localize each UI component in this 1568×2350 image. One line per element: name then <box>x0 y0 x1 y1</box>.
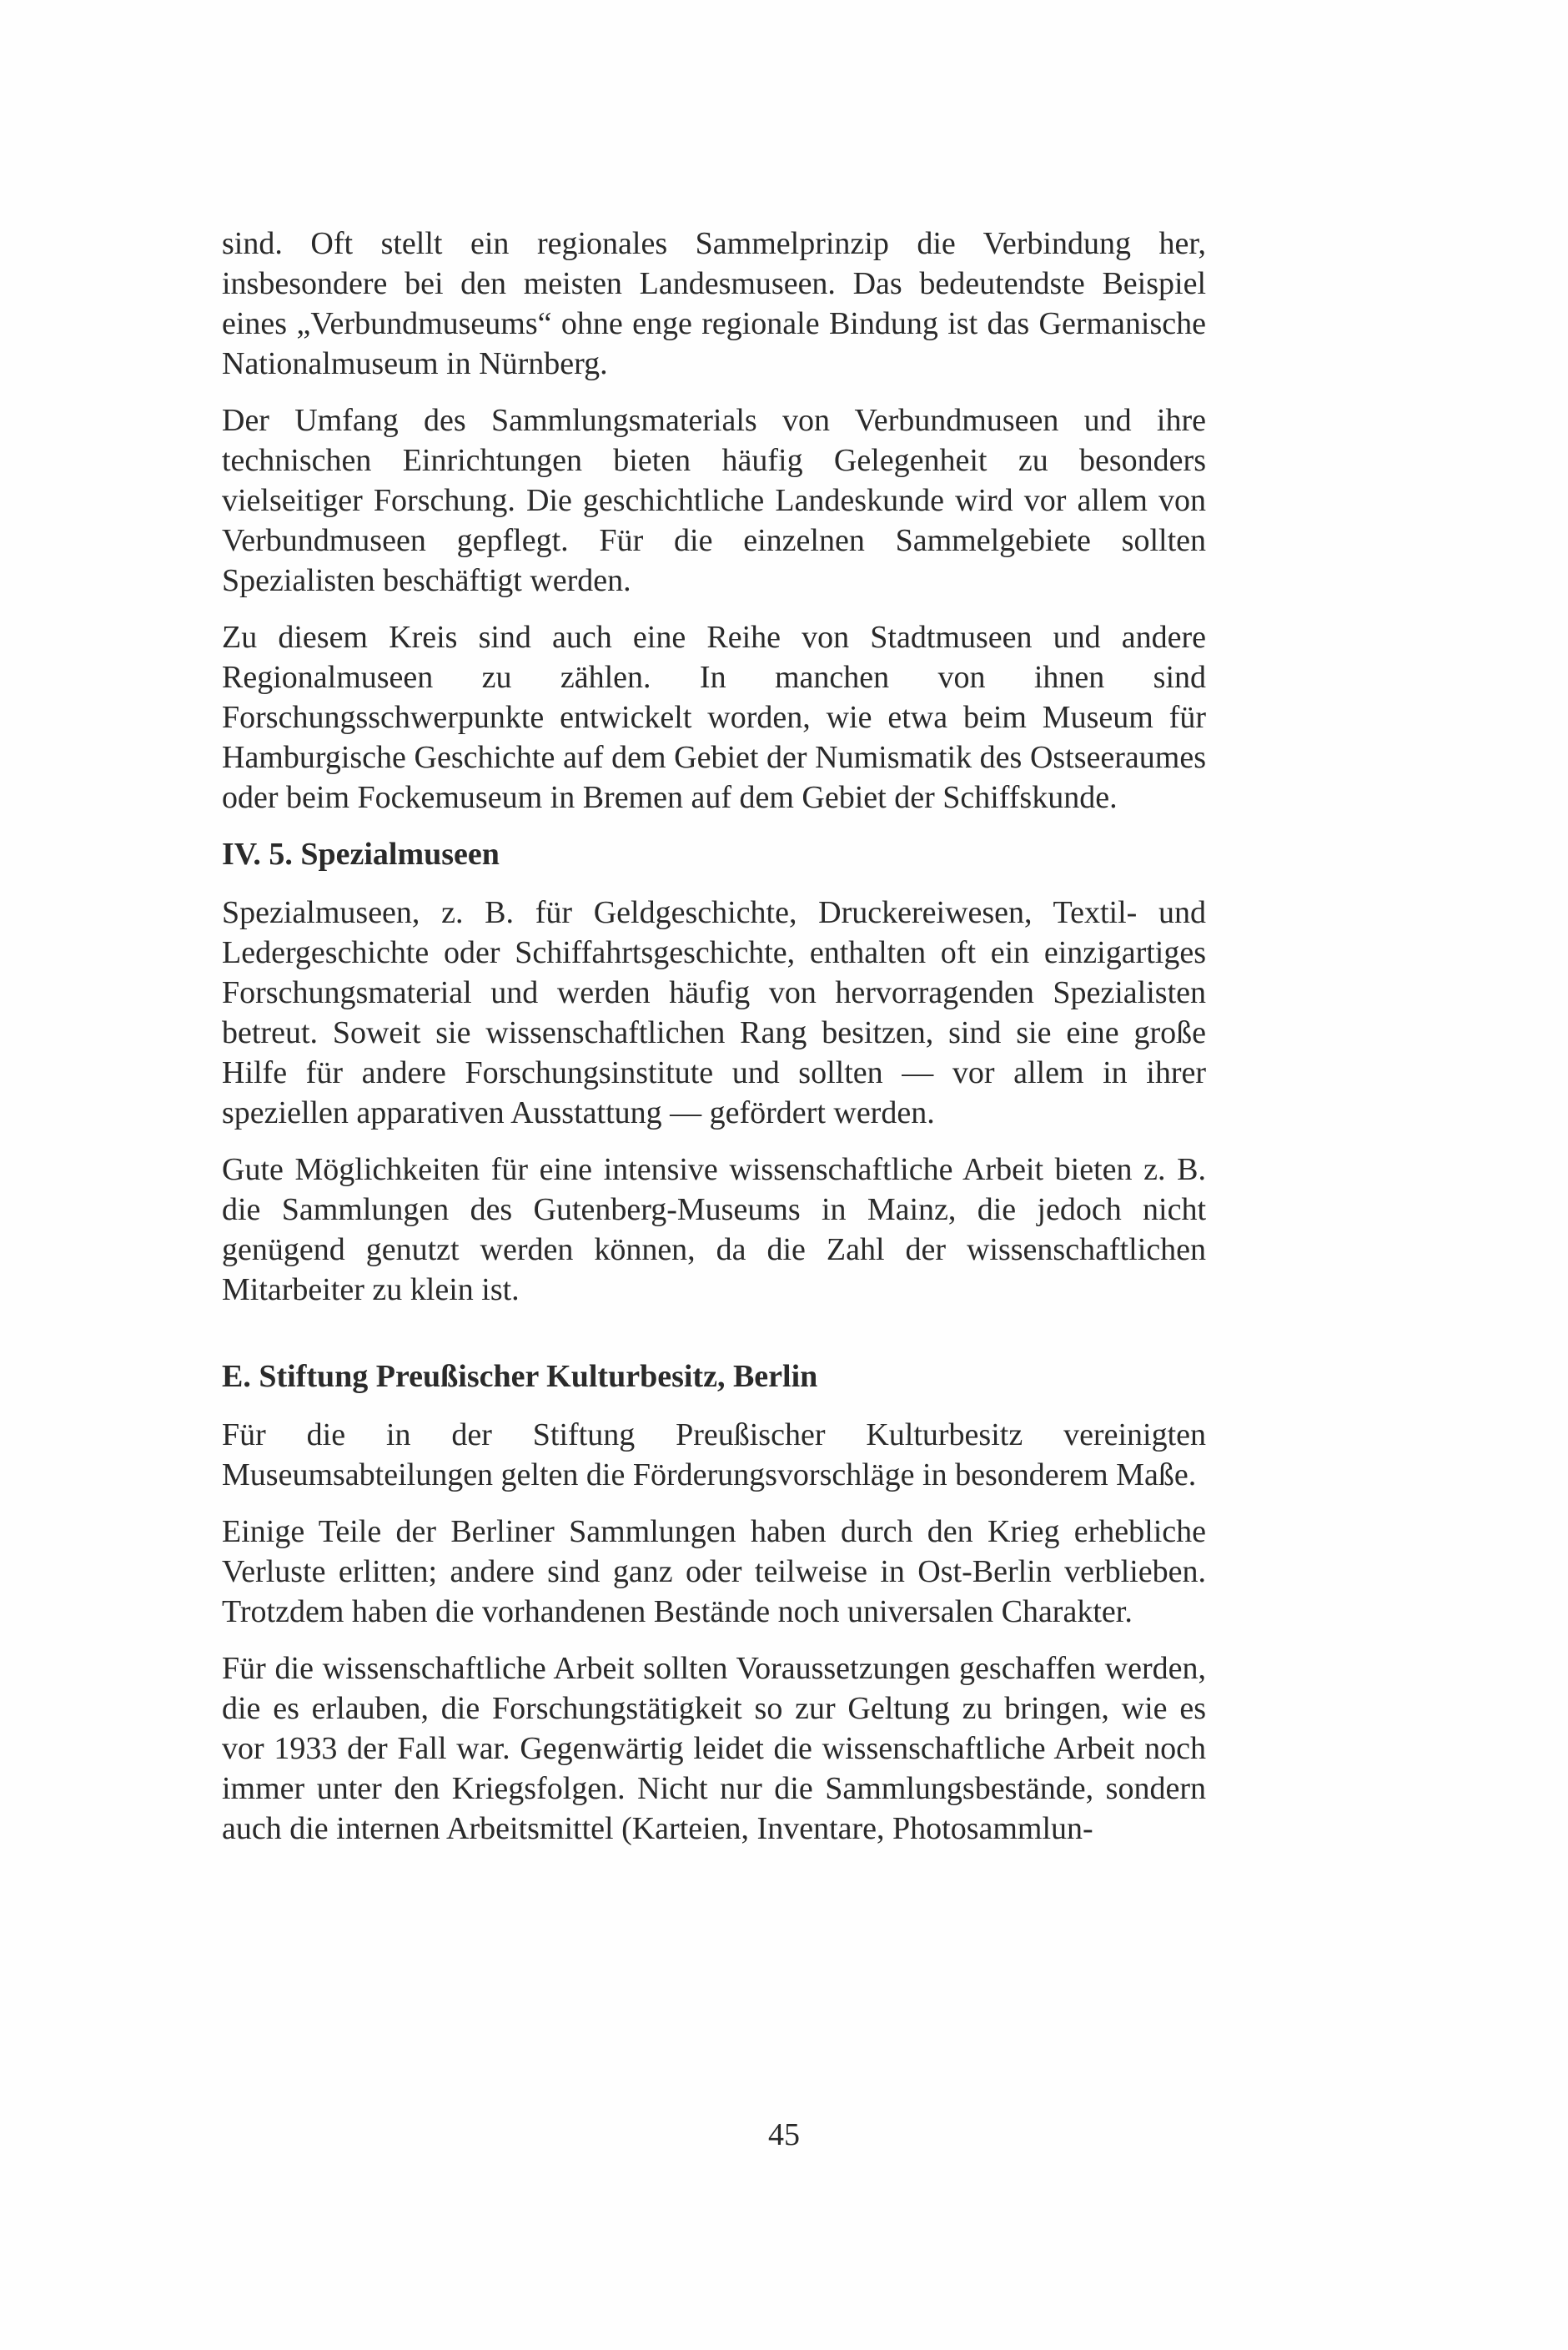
paragraph-gutenberg-museum: Gute Möglichkeiten für eine intensive wissenschaftliche Arbeit bieten z. B. die Sammlungen des Gutenberg-Museums in Mainz, die jedoch nicht genügend genutzt werden können, da die Zahl der wissenschaftlichen Mitarbeiter zu klein ist. <box>222 1152 1206 1307</box>
paragraph-wissenschaftliche-arbeit: Für die wissenschaftliche Arbeit sollten Voraussetzungen geschaffen werden, die es erlauben, die Forschungstätigkeit so zur Geltung zu bringen, wie es vor 1933 der Fall war. Gegenwärtig leidet die wissenschaftliche Arbeit noch immer unter den Kriegsfolgen. Nicht nur die Sammlungsbestände, sondern auch die internen Arbeitsmittel (Karteien, Inventare, Photosammlun- <box>222 1651 1206 1846</box>
text-column <box>222 224 1206 1865</box>
paragraph-verbund-intro: sind. Oft stellt ein regionales Sammelprinzip die Verbindung her, insbesondere bei den meisten Landesmuseen. Das bedeutendste Beispiel eines „Verbundmuseums“ ohne enge regionale Bindung ist das Germanische Nationalmuseum in Nürnberg. <box>222 226 1206 381</box>
paragraph-berliner-sammlungen: Einige Teile der Berliner Sammlungen haben durch den Krieg erhebliche Verluste erlitten; andere sind ganz oder teilweise in Ost-Berlin verblieben. Trotzdem haben die vorhandenen Bestände noch universalen Charakter. <box>222 1514 1206 1629</box>
page-number: 45 <box>768 2117 800 2152</box>
section-heading-stiftung: E. Stiftung Preußischer Kulturbesitz, Berlin <box>222 1359 818 1394</box>
paragraph-stadtmuseen: Zu diesem Kreis sind auch eine Reihe von Stadtmuseen und andere Regionalmuseen zu zählen. In manchen von ihnen sind Forschungsschwerpunkte entwickelt worden, wie etwa beim Museum für Hamburgische Geschichte auf dem Gebiet der Numismatik des Ostseeraumes oder beim Fockemuseum in Bremen auf dem Gebiet der Schiffskunde. <box>222 620 1206 815</box>
paragraph-verbund-forschung: Der Umfang des Sammlungsmaterials von Verbundmuseen und ihre technischen Einrichtungen bieten häufig Gelegenheit zu besonders vielseitiger Forschung. Die geschichtliche Landeskunde wird vor allem von Verbundmuseen gepflegt. Für die einzelnen Sammelgebiete sollten Spezialisten beschäftigt werden. <box>222 403 1206 598</box>
paragraph-spezialmuseen: Spezialmuseen, z. B. für Geldgeschichte, Druckereiwesen, Textil- und Ledergeschichte oder Schiffahrtsgeschichte, enthalten oft ein einzigartiges Forschungsmaterial und werden häufig von hervorragenden Spezialisten betreut. Soweit sie wissenschaftlichen Rang besitzen, sind sie eine große Hilfe für andere Forschungsinstitute und sollten — vor allem in ihrer speziellen apparativen Ausstattung — gefördert werden. <box>222 895 1206 1130</box>
section-heading-spezialmuseen: IV. 5. Spezialmuseen <box>222 837 500 872</box>
paragraph-stiftung-foerderung: Für die in der Stiftung Preußischer Kulturbesitz vereinigten Museumsabteilungen gelten die Förderungsvorschläge in besonderem Maße. <box>222 1417 1206 1492</box>
